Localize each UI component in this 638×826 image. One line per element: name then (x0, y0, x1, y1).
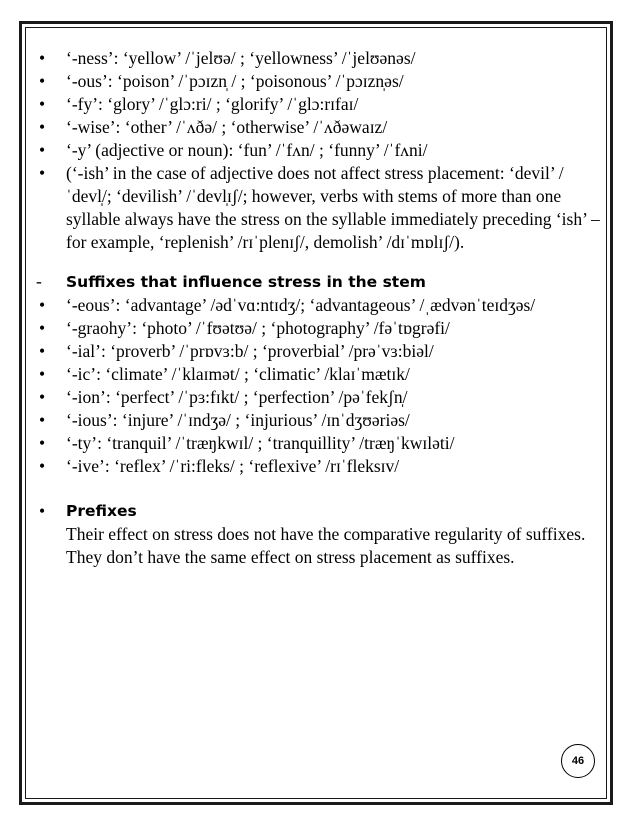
list-item (36, 432, 604, 455)
prefix-item (36, 500, 604, 569)
suffix-neutral-list (36, 47, 604, 254)
list-item (36, 139, 604, 162)
bullet-icon: • (39, 387, 46, 407)
list-item-text: ‘-ty’: ‘tranquil’ /ˈtræŋkwɪl/ ; ‘tranquillity’ /træŋˈkwɪləti/ (66, 433, 455, 453)
list-item (36, 47, 604, 70)
list-item-text: ‘-ic’: ‘climate’ /ˈklaɪmət/ ; ‘climatic’ /klaɪˈmætɪk/ (66, 364, 410, 384)
bullet-icon: • (39, 433, 46, 453)
list-item (36, 363, 604, 386)
list-item (36, 70, 604, 93)
bullet-icon: • (39, 364, 46, 384)
prefix-heading: Prefixes (66, 502, 137, 520)
list-item-text: ‘-ive’: ‘reflex’ /ˈri:fleks/ ; ‘reflexive’ /rɪˈfleksɪv/ (66, 456, 400, 476)
list-item-text: ‘-ial’: ‘proverb’ /ˈprɒvɜ:b/ ; ‘proverbial’ /prəˈvɜ:biəl/ (66, 341, 434, 361)
bullet-icon: • (39, 295, 46, 315)
bullet-icon: • (39, 140, 46, 160)
list-item-text: ‘-fy’: ‘glory’ /ˈglɔ:ri/ ; ‘glorify’ /ˈglɔ:rɪfaɪ/ (66, 94, 359, 114)
list-item (36, 340, 604, 363)
list-item (36, 294, 604, 317)
list-item-text: ‘-ion’: ‘perfect’ /ˈpɜ:fɪkt/ ; ‘perfection’ /pəˈfekʃn̩/ (66, 387, 408, 407)
dash-marker: - (36, 271, 42, 291)
stem-suffix-heading-text: Suffixes that influence stress in the stem (66, 273, 426, 291)
list-item (36, 93, 604, 116)
list-item (36, 409, 604, 432)
bullet-icon: • (39, 456, 46, 476)
list-item-text: ‘-ious’: ‘injure’ /ˈɪndʒə/ ; ‘injurious’ /ɪnˈdʒʊəriəs/ (66, 410, 410, 430)
bullet-icon: • (39, 501, 46, 521)
list-item (36, 386, 604, 409)
list-item-text: ‘-ness’: ‘yellow’ /ˈjelʊə/ ; ‘yellowness’ /ˈjelʊənəs/ (66, 48, 416, 68)
stem-suffix-heading (36, 270, 604, 294)
prefix-paragraph: Their effect on stress does not have the comparative regularity of suffixes. (66, 524, 586, 544)
list-item-text: ‘-wise’: ‘other’ /ˈʌðə/ ; ‘otherwise’ /ˈʌðəwaɪz/ (66, 117, 388, 137)
list-item (36, 116, 604, 139)
page-number: 46 (571, 755, 585, 767)
bullet-icon: • (39, 341, 46, 361)
list-item (36, 455, 604, 478)
list-item-text: ‘-ous’: ‘poison’ /ˈpɔɪzn̩ / ; ‘poisonous’ /ˈpɔɪzn̩əs/ (66, 71, 404, 91)
prefix-paragraph: They don’t have the same effect on stress placement as suffixes. (66, 547, 515, 567)
bullet-icon: • (39, 318, 46, 338)
page-content (36, 47, 604, 569)
bullet-icon: • (39, 94, 46, 114)
bullet-icon: • (39, 163, 46, 183)
suffix-stem-list (36, 294, 604, 478)
page-number-badge (561, 744, 595, 778)
list-item (36, 162, 604, 254)
prefix-section (36, 500, 604, 569)
list-item (36, 317, 604, 340)
list-item-text: (‘-ish’ in the case of adjective does not affect stress placement: ‘devil’ /ˈdevl̩/; ‘devilish’ /ˈdevl̩ɪʃ/; however, verbs with stems of more than one syllable always have the stress on the syllable immediately preceding ‘ish’ – for example, ‘replenish’ /rɪˈplenɪʃ/, demolish’ /dɪˈmɒlɪʃ/). (66, 163, 600, 252)
list-item-text: ‘-eous’: ‘advantage’ /ədˈvɑ:ntɪdʒ/; ‘advantageous’ /ˌædvənˈteɪdʒəs/ (66, 295, 536, 315)
list-item-text: ‘-y’ (adjective or noun): ‘fun’ /ˈfʌn/ ; ‘funny’ /ˈfʌni/ (66, 140, 428, 160)
bullet-icon: • (39, 117, 46, 137)
bullet-icon: • (39, 48, 46, 68)
bullet-icon: • (39, 410, 46, 430)
bullet-icon: • (39, 71, 46, 91)
list-item-text: ‘-graohy’: ‘photo’ /ˈfʊətʊə/ ; ‘photography’ /fəˈtɒgrəfi/ (66, 318, 450, 338)
